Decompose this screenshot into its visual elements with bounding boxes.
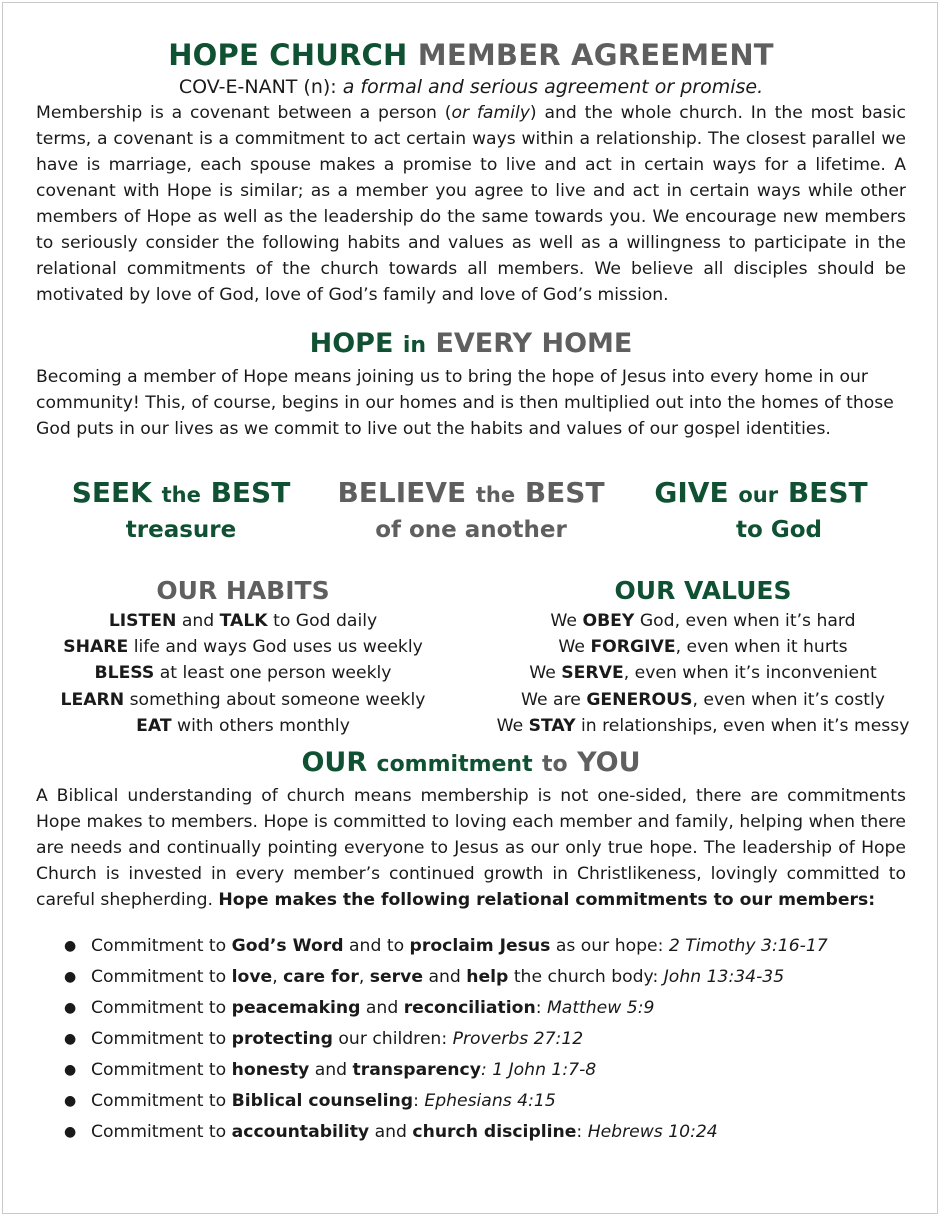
- motto-believe-line2: of one another: [375, 517, 567, 543]
- value-item: We OBEY God, even when it’s hard: [550, 611, 856, 631]
- document-title: [36, 36, 906, 74]
- commitment-text: reconciliation: [403, 998, 536, 1019]
- bullet-icon: ●: [64, 1031, 77, 1048]
- scripture-reference: 2 Timothy 3:16-17: [668, 936, 828, 957]
- scripture-reference: Proverbs 27:12: [452, 1029, 584, 1050]
- commitment-text: help: [466, 967, 509, 988]
- habit-item: LEARN something about someone weekly: [60, 689, 426, 710]
- member-agreement-document: [36, 36, 910, 1148]
- commitment-text: proclaim Jesus: [409, 936, 551, 957]
- intro-paragraph: [36, 100, 906, 308]
- motto-seek-word: SEEK: [71, 476, 152, 509]
- commitment-text: and: [360, 998, 404, 1019]
- commitment-text: ,: [358, 967, 370, 988]
- commitment-text: and: [423, 967, 467, 988]
- commitment-list: [36, 931, 906, 1148]
- habit-item: LISTEN and TALK to God daily: [108, 611, 378, 631]
- motto-seek-line2: treasure: [125, 517, 237, 543]
- commitment-text: transparency: [352, 1060, 481, 1081]
- motto-seek: [36, 476, 326, 548]
- commitment-text: God’s Word: [231, 936, 344, 957]
- commitment-text: love: [231, 967, 273, 988]
- definition-meaning: a formal and serious agreement or promise.: [342, 76, 764, 98]
- commitment-text: Commitment to: [91, 936, 232, 957]
- heading-in: in: [402, 333, 427, 358]
- habit-item: SHARE life and ways God uses us weekly: [63, 637, 423, 658]
- commitment-text: and: [369, 1122, 413, 1143]
- habits-heading: OUR HABITS: [156, 576, 330, 605]
- bullet-icon: ●: [64, 1093, 77, 1110]
- bullet-icon: ●: [64, 1062, 77, 1079]
- commitment-text: serve: [369, 967, 423, 988]
- scripture-reference: John 13:34-35: [663, 967, 785, 988]
- bullet-icon: ●: [64, 1124, 77, 1141]
- commitment-text: protecting: [231, 1029, 333, 1050]
- motto-seek-best: BEST: [210, 476, 291, 509]
- commitment-text: ,: [272, 967, 284, 988]
- heading-every-home: EVERY HOME: [435, 328, 633, 359]
- motto-give: [616, 476, 906, 548]
- intro-text-italic: or family: [451, 103, 530, 123]
- commitment-text: care for: [283, 967, 359, 988]
- title-member-agreement: MEMBER AGREEMENT: [417, 38, 774, 72]
- commitment-text: Biblical counseling: [231, 1091, 414, 1112]
- heading-commitment: commitment: [376, 752, 533, 778]
- heading-to: to: [542, 752, 568, 778]
- commitment-item: [64, 962, 906, 993]
- commitment-text: :: [576, 1122, 588, 1143]
- commitment-text: :: [535, 998, 547, 1019]
- commitment-text: our children:: [332, 1029, 453, 1050]
- motto-give-word: GIVE: [654, 476, 729, 509]
- heading-you: YOU: [577, 747, 641, 779]
- hope-every-home-heading: [36, 326, 906, 364]
- commitment-item: [64, 931, 906, 962]
- scripture-reference: Matthew 5:9: [546, 998, 655, 1019]
- commitment-item: [64, 1086, 906, 1117]
- commitment-text-bold: Hope makes the following relational commitments to our members:: [218, 890, 876, 911]
- heading-our: OUR: [301, 747, 368, 779]
- scripture-reference: Ephesians 4:15: [424, 1091, 556, 1112]
- commitment-item: [64, 1055, 906, 1086]
- motto-give-line2: to God: [736, 517, 822, 543]
- home-paragraph: Becoming a member of Hope means joining us to bring the hope of Jesus into every home in our community! This, of course, begins in our homes and is then multiplied out into the homes of those God puts in our lives as we commit to live out the habits and values of our gospel identities.: [36, 367, 894, 439]
- motto-seek-the: the: [161, 483, 201, 507]
- commitment-text: Commitment to: [91, 1122, 232, 1143]
- habits-values-section: [36, 574, 910, 739]
- scripture-reference: Hebrews 10:24: [587, 1122, 718, 1143]
- values-column: [488, 574, 918, 739]
- commitment-paragraph: [36, 783, 906, 913]
- value-item: We STAY in relationships, even when it’s messy: [496, 715, 910, 736]
- motto-believe-word: BELIEVE: [337, 476, 467, 509]
- commitment-item: [64, 1117, 906, 1148]
- commitment-text: as our hope:: [550, 936, 669, 957]
- commitment-text: Commitment to: [91, 1060, 232, 1081]
- commitment-text: and to: [343, 936, 410, 957]
- commitment-text: peacemaking: [231, 998, 361, 1019]
- value-item: We are GENEROUS, even when it’s costly: [521, 689, 885, 710]
- value-item: We FORGIVE, even when it hurts: [558, 637, 848, 658]
- commitment-text: Commitment to: [91, 998, 232, 1019]
- motto-row: [36, 476, 906, 548]
- motto-believe-the: the: [475, 483, 516, 507]
- habit-item: EAT with others monthly: [136, 715, 350, 736]
- motto-give-our: our: [738, 483, 779, 507]
- intro-text-1: Membership is a covenant between a person (: [36, 103, 452, 123]
- commitment-item: [64, 993, 906, 1024]
- scripture-reference: : 1 John 1:7-8: [480, 1060, 597, 1081]
- intro-text-2: ) and the whole church. In the most basic terms, a covenant is a commitment to act certain ways within a relationship. The closest parallel we have is marriage, each spouse makes a promise to live and act in certain ways for a lifetime. A covenant with Hope is similar; as a member you agree to live and act in certain ways while other members of Hope as well as the leadership do the same towards you. We encourage new members to seriously consider the following habits and values as well as a willingness to participate in the relational commitments of the church towards all members. We believe all disciples should be motivated by love of God, love of God’s family and love of God’s mission.: [36, 103, 907, 305]
- commitment-text: accountability: [231, 1122, 370, 1143]
- heading-hope: HOPE: [309, 328, 394, 359]
- motto-believe: [326, 476, 616, 548]
- commitment-text: Commitment to: [91, 1091, 232, 1112]
- title-church-name: HOPE CHURCH: [168, 38, 408, 72]
- bullet-icon: ●: [64, 1000, 77, 1017]
- commitment-text: A Biblical understanding of church means membership is not one-sided, there are commitments Hope makes to members. Hope is committed to loving each member and family, helping when there are needs and continually pointing everyone to Jesus as our only true hope. The leadership of Hope Church is invested in every member’s continued growth in Christlikeness, lovingly committed to careful shepherding.: [36, 786, 906, 911]
- commitment-heading: [36, 745, 906, 783]
- value-item: We SERVE, even when it’s inconvenient: [529, 663, 877, 684]
- motto-give-best: BEST: [787, 476, 868, 509]
- commitment-text: honesty: [231, 1060, 310, 1081]
- commitment-text: the church body:: [508, 967, 664, 988]
- habits-column: [28, 574, 458, 739]
- motto-believe-best: BEST: [524, 476, 605, 509]
- bullet-icon: ●: [64, 969, 77, 986]
- habit-item: BLESS at least one person weekly: [94, 663, 392, 684]
- commitment-text: :: [413, 1091, 425, 1112]
- commitment-text: Commitment to: [91, 1029, 232, 1050]
- bullet-icon: ●: [64, 938, 77, 955]
- definition-term: COV-E-NANT (n):: [178, 76, 337, 98]
- commitment-item: [64, 1024, 906, 1055]
- commitment-text: Commitment to: [91, 967, 232, 988]
- covenant-definition: [36, 74, 906, 100]
- commitment-text: and: [309, 1060, 353, 1081]
- values-heading: OUR VALUES: [614, 576, 792, 605]
- commitment-text: church discipline: [412, 1122, 577, 1143]
